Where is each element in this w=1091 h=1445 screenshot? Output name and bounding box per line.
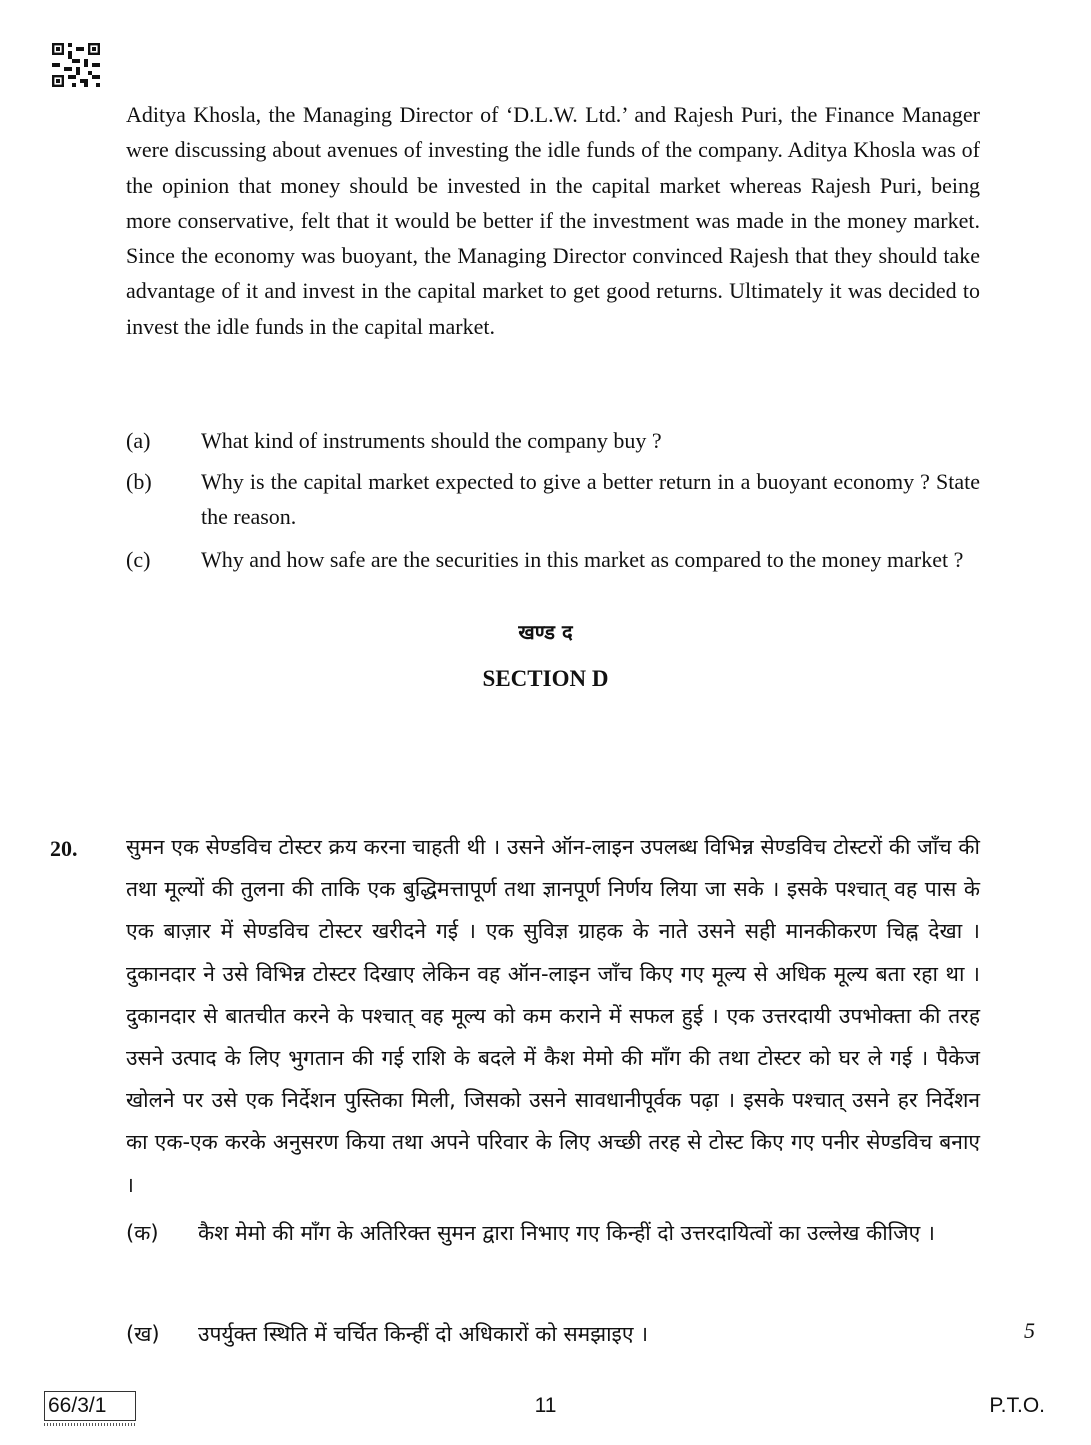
q20-part-ka (126, 1212, 980, 1254)
part-label: (ख) (126, 1322, 160, 1346)
case-passage: Aditya Khosla, the Managing Director of ‘D.L.W. Ltd.’ and Rajesh Puri, the Finance Manager were discussing about avenues of investing the idle funds of the company. Aditya Khosla was of the opinion that money should be invested in the capital market whereas Rajesh Puri, being more conservative, felt that it would be better if the investment was made in the money market. Since the economy was buoyant, the Managing Director convinced Rajesh that they should take advantage of it and invest in the capital market to get good returns. Ultimately it was decided to invest the idle funds in the capital market. (126, 102, 980, 339)
question-number: 20. (50, 836, 78, 861)
section-heading-hindi: खण्ड द (518, 620, 573, 644)
pto-label: P.T.O. (989, 1394, 1045, 1417)
part-text: कैश मेमो की माँग के अतिरिक्त सुमन द्वारा निभाए गए किन्हीं दो उत्तरदायित्वों का उल्लेख कीजिए । (198, 1221, 935, 1245)
question-label: (c) (126, 547, 151, 572)
part-text: उपर्युक्त स्थिति में चर्चित किन्हीं दो अधिकारों को समझाइए । (198, 1322, 649, 1346)
part-label: (क) (126, 1221, 159, 1245)
question-label: (b) (126, 469, 152, 494)
paper-code: 66/3/1 (48, 1394, 107, 1417)
barcode-strip (44, 1423, 136, 1426)
question-text: Why and how safe are the securities in this market as compared to the money market ? (201, 547, 964, 572)
q20-part-kha (126, 1313, 980, 1355)
question-text: Why is the capital market expected to give a better return in a buoyant economy ? State the reason. (201, 469, 980, 529)
marks: 5 (1024, 1318, 1035, 1343)
qr-code-icon (52, 43, 100, 87)
section-heading: SECTION D (482, 666, 609, 691)
question-label: (a) (126, 428, 151, 453)
q20-passage: सुमन एक सेण्डविच टोस्टर क्रय करना चाहती थी । उसने ऑन-लाइन उपलब्ध विभिन्न सेण्डविच टोस्टरों की जाँच की तथा मूल्यों की तुलना की ताकि एक बुद्धिमत्तापूर्ण तथा ज्ञानपूर्ण निर्णय लिया जा सके । इसके पश्चात् वह पास के एक बाज़ार में सेण्डविच टोस्टर खरीदने गई । एक सुविज्ञ ग्राहक के नाते उसने सही मानकीकरण चिह्न देखा । दुकानदार ने उसे विभिन्न टोस्टर दिखाए लेकिन वह ऑन-लाइन जाँच किए गए मूल्य से अधिक मूल्य बता रहा था । दुकानदार से बातचीत करने के पश्चात् वह मूल्य को कम कराने में सफल हुई । एक उत्तरदायी उपभोक्ता की तरह उसने उत्पाद के लिए भुगतान की गई राशि के बदले में कैश मेमो की माँग की तथा टोस्टर को घर ले गई । पैकेज खोलने पर उसे एक निर्देशन पुस्तिका मिली, जिसको उसने सावधानीपूर्वक पढ़ा । इसके पश्चात् उसने हर निर्देशन का एक-एक करके अनुसरण किया तथा अपने परिवार के लिए अच्छी तरह से टोस्ट किए गए पनीर सेण्डविच बनाए । (126, 835, 980, 1197)
question-a (126, 423, 980, 458)
question-text: What kind of instruments should the company buy ? (201, 428, 662, 453)
question-b (126, 464, 980, 534)
page-number: 11 (534, 1394, 557, 1417)
question-c (126, 542, 980, 577)
